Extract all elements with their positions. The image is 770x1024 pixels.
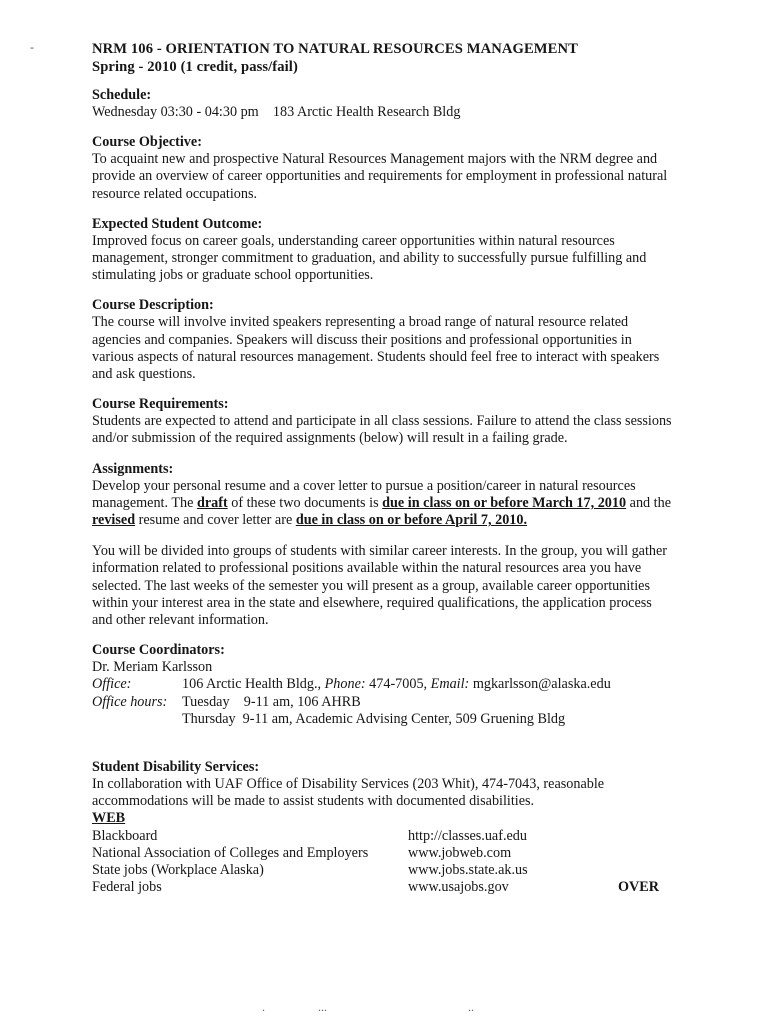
requirements-heading: Course Requirements: [92, 396, 229, 413]
assignments-text-d: resume and cover letter are [135, 512, 296, 529]
web-name: Blackboard [92, 827, 158, 844]
description-text: The course will involve invited speakers representing a broad range of natural resource related agencies and companies. Speakers will discuss their positions and professional opportunities in various aspects of natural resources management. Students should feel free to interact with speakers and ask questions. [92, 314, 660, 383]
web-name: State jobs (Workplace Alaska) [92, 862, 264, 879]
web-row [92, 828, 672, 845]
web-url: www.jobweb.com [408, 844, 512, 861]
web-name: National Association of Colleges and Employers [92, 844, 369, 861]
assignments-text-c: and the [626, 494, 672, 511]
objective-text: To acquaint new and prospective Natural Resources Management majors with the NRM degree and provide an overview of career opportunities and requirements for employment in professional natural resource related occupations. [92, 151, 668, 202]
assignments-paragraph-2: You will be divided into groups of students with similar career interests. In the group, you will gather information related to professional positions available within the natural resources area you have selected. The last weeks of the semester you will present as a group, available career opportunities within your interest area in the state and elsewhere, required qualifications, the application process and other relevant information. [92, 543, 668, 629]
requirements-text: Students are expected to attend and participate in all class sessions. Failure to attend the class sessions and/or submission of the required assignments (below) will result in a failing grade. [92, 413, 672, 447]
assignments-text-a: Develop your personal resume and a cover letter to pursue a position/career in natural resources management. The [92, 477, 636, 511]
office-hours-label: Office hours: [92, 693, 168, 710]
outcome-text: Improved focus on career goals, understanding career opportunities within natural resources management, stronger commitment to graduation, and ability to successfully pursue fulfilling and stimulating jobs or graduate school opportunities. [92, 232, 647, 284]
draft-emphasis: draft [196, 494, 228, 511]
phone-label: Phone: [324, 676, 366, 693]
web-url: http://classes.uaf.edu [408, 827, 527, 844]
web-row [92, 845, 672, 862]
office-hours-row [92, 694, 672, 711]
web-name: Federal jobs [92, 879, 162, 896]
web-row [92, 862, 672, 879]
office-hours-tuesday: Tuesday 9-11 am, 106 AHRB [182, 693, 361, 710]
schedule-heading: Schedule: [92, 87, 152, 103]
web-row [92, 879, 672, 896]
email-label: Email: [430, 676, 470, 693]
office-text: 106 Arctic Health Bldg., [182, 676, 325, 693]
office-row [92, 676, 672, 693]
phone-text: 474-7005, [365, 676, 431, 693]
objective-heading: Course Objective: [92, 134, 202, 151]
office-hours-row-2 [92, 711, 672, 728]
web-heading: WEB [92, 810, 126, 827]
assignments-heading: Assignments: [92, 460, 174, 477]
scan-speck: ... [318, 1000, 327, 1014]
schedule-text: Wednesday 03:30 - 04:30 pm 183 Arctic Health Research Bldg [92, 104, 461, 120]
office-label: Office: [92, 676, 132, 693]
outcome-heading: Expected Student Outcome: [92, 215, 263, 232]
disability-heading: Student Disability Services: [92, 759, 260, 776]
revised-emphasis: revised [92, 512, 136, 529]
office-details [182, 676, 672, 693]
assignments-paragraph-1 [92, 478, 672, 530]
coordinators-heading: Course Coordinators: [92, 642, 225, 659]
web-url: www.jobs.state.ak.us [408, 862, 528, 879]
over-note: OVER [618, 879, 659, 896]
scan-speck: . [262, 1000, 265, 1014]
draft-due-date: due in class on or before March 17, 2010 [382, 494, 627, 511]
course-title: NRM 106 - ORIENTATION TO NATURAL RESOURCES MANAGEMENT [92, 41, 578, 57]
assignments-text-b: of these two documents is [227, 494, 383, 511]
revised-due-date: due in class on or before April 7, 2010. [295, 512, 528, 529]
scan-speck: - [30, 40, 34, 54]
office-hours-thursday: Thursday 9-11 am, Academic Advising Center, 509 Gruening Bldg [182, 710, 566, 727]
coordinator-name: Dr. Meriam Karlsson [92, 659, 213, 676]
web-url: www.usajobs.gov [408, 879, 509, 896]
email-text: mgkarlsson@alaska.edu [469, 676, 611, 693]
description-heading: Course Description: [92, 297, 214, 314]
scan-speck: .. [468, 1000, 474, 1014]
course-term: Spring - 2010 (1 credit, pass/fail) [92, 59, 298, 75]
disability-text: In collaboration with UAF Office of Disability Services (203 Whit), 474-7043, reasonable accommodations will be made to assist students with documented disabilities. [92, 776, 605, 810]
syllabus-page [92, 40, 672, 897]
